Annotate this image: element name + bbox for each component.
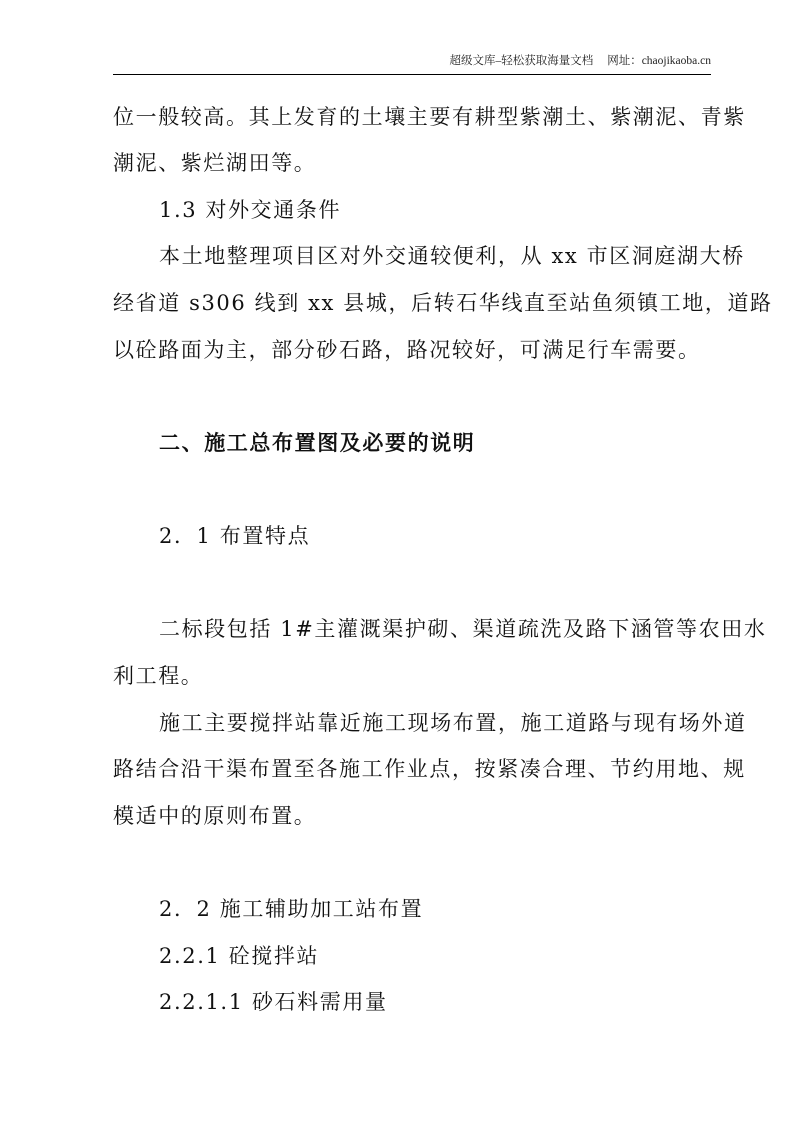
paragraph-line: 二标段包括 1#主灌溉渠护砌、渠道疏洗及路下涵管等农田水 bbox=[159, 617, 767, 641]
heading-2-2-1: 2.2.1 砼搅拌站 bbox=[159, 944, 320, 968]
heading-1-3: 1.3 对外交通条件 bbox=[159, 198, 342, 222]
site-url-label: 网址：chaojikaoba.cn bbox=[607, 55, 711, 67]
paragraph-line: 利工程。 bbox=[113, 664, 204, 688]
heading-2-1: 2．1 布置特点 bbox=[159, 524, 311, 548]
paragraph-line: 本土地整理项目区对外交通较便利，从 xx 市区洞庭湖大桥 bbox=[159, 244, 745, 268]
paragraph-line: 路结合沿干渠布置至各施工作业点，按紧凑合理、节约用地、规 bbox=[113, 757, 746, 781]
heading-2-2: 2．2 施工辅助加工站布置 bbox=[159, 897, 424, 921]
page-header bbox=[113, 52, 711, 75]
library-name: 超级文库–轻松获取海量文档 bbox=[449, 55, 594, 67]
paragraph-line: 施工主要搅拌站靠近施工现场布置，施工道路与现有场外道 bbox=[159, 711, 747, 735]
paragraph-line: 潮泥、紫烂湖田等。 bbox=[113, 151, 317, 175]
paragraph-line: 经省道 s306 线到 xx 县城，后转石华线直至站鱼须镇工地，道路 bbox=[113, 291, 773, 315]
paragraph-line: 模适中的原则布置。 bbox=[113, 804, 317, 828]
paragraph-line: 位一般较高。其上发育的土壤主要有耕型紫潮土、紫潮泥、青紫 bbox=[113, 105, 746, 129]
heading-2-2-1-1: 2.2.1.1 砂石料需用量 bbox=[159, 990, 388, 1014]
paragraph-line: 以砼路面为主，部分砂石路，路况较好，可满足行车需要。 bbox=[113, 338, 701, 362]
section-2-title: 二、施工总布置图及必要的说明 bbox=[159, 430, 476, 455]
